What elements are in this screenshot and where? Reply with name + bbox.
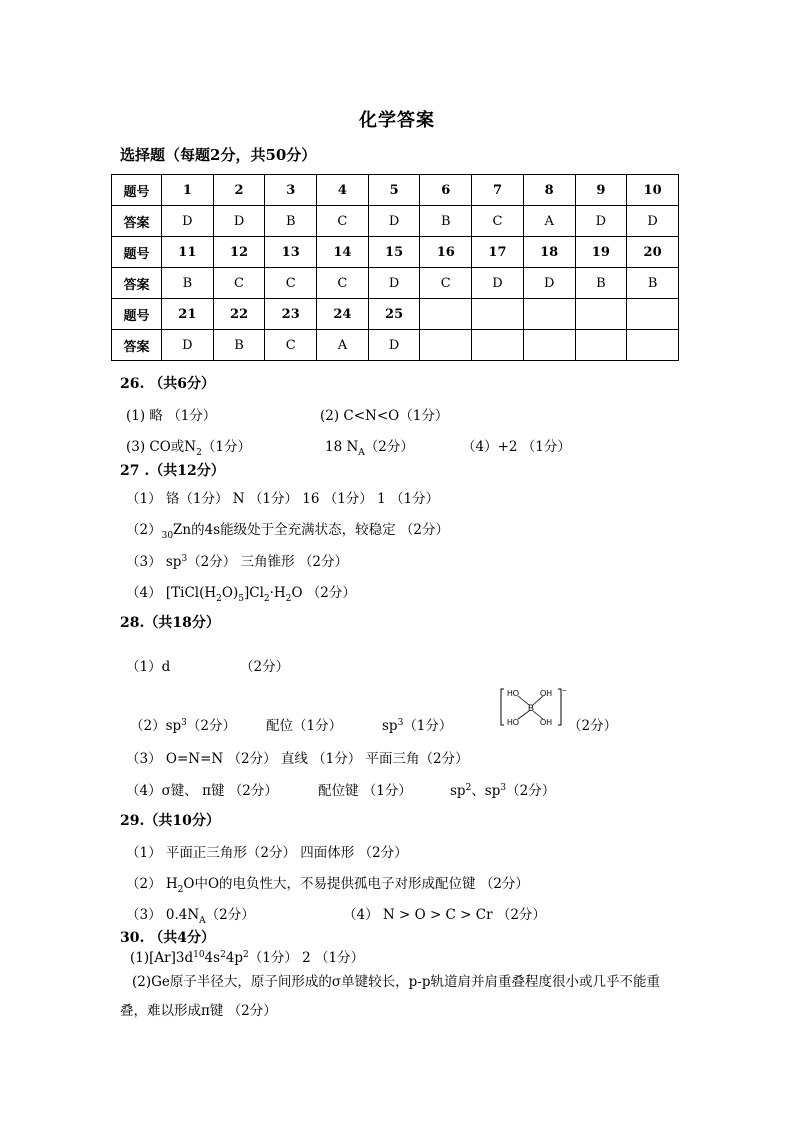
q28-line2c: sp3（1分） xyxy=(382,714,452,734)
structure-oh-bottom-right: OH xyxy=(540,718,552,727)
table-cell: 13 xyxy=(265,237,317,268)
table-cell: 16 xyxy=(420,237,472,268)
table-row xyxy=(112,299,679,330)
q28-text: sp xyxy=(450,783,466,799)
table-row xyxy=(112,330,679,361)
q27-line2: （2）30Zn的4s能级处于全充满状态，较稳定 （2分） xyxy=(126,518,449,538)
table-cell: 4 xyxy=(317,175,369,206)
q27-title: 27 .（共12分） xyxy=(120,463,225,479)
structure-charge: − xyxy=(562,686,567,695)
row-label: 题号 xyxy=(112,237,162,268)
q30-title: 30. （共4分） xyxy=(120,930,215,946)
table-cell xyxy=(627,330,679,361)
structure-boron: B xyxy=(528,703,535,713)
table-cell: 24 xyxy=(317,299,369,330)
table-cell: B xyxy=(213,330,265,361)
q27-text: O （2分） xyxy=(291,585,356,601)
table-cell: D xyxy=(162,206,214,237)
table-cell xyxy=(523,330,575,361)
q28-line2d: （2分） xyxy=(568,718,618,734)
structure-ho-top-left: HO xyxy=(507,689,519,698)
q26-line2b: 18 NA（2分） xyxy=(325,435,414,455)
table-cell xyxy=(523,299,575,330)
row-label: 题号 xyxy=(112,299,162,330)
table-cell: A xyxy=(317,330,369,361)
q29-text: （3） 0.4N xyxy=(126,907,200,923)
table-cell: B xyxy=(575,268,627,299)
q26-line2a: (3) CO或N2（1分） xyxy=(126,435,251,455)
q28-text: （2分） xyxy=(506,783,556,799)
row-label: 答案 xyxy=(112,330,162,361)
q26-text: 18 N xyxy=(325,439,359,455)
row-label: 答案 xyxy=(112,206,162,237)
boric-acid-ion-structure xyxy=(500,687,566,727)
q27-line1: （1） 铬（1分） N （1分） 16 （1分） 1 （1分） xyxy=(126,491,440,507)
q28-line1b: （2分） xyxy=(240,659,290,675)
table-cell xyxy=(575,299,627,330)
table-cell: 7 xyxy=(472,175,524,206)
table-cell: C xyxy=(317,206,369,237)
q30-text: 4p xyxy=(225,950,244,966)
table-cell: 17 xyxy=(472,237,524,268)
q29-line1: （1） 平面正三角形（2分） 四面体形 （2分） xyxy=(126,845,408,861)
table-row xyxy=(112,268,679,299)
structure-ho-bottom-left: HO xyxy=(507,718,519,727)
table-cell: C xyxy=(213,268,265,299)
table-cell: 9 xyxy=(575,175,627,206)
q27-line4: （4） [TiCl(H2O)5]Cl2·H2O （2分） xyxy=(126,581,356,601)
q27-text: （2分） 三角锥形 （2分） xyxy=(187,554,348,570)
q28-line4a: （4）σ键、 π键 （2分） xyxy=(126,783,278,799)
table-cell: C xyxy=(420,268,472,299)
q29-text: （2） H xyxy=(126,876,178,892)
table-cell: 2 xyxy=(213,175,265,206)
table-cell: 5 xyxy=(368,175,420,206)
q30-line2: (2)Ge原子半径大，原子间形成的σ单键较长，p-p轨道肩并肩重叠程度很小或几乎不能重叠，难以形成π键 （2分） xyxy=(120,974,660,1019)
table-cell xyxy=(420,299,472,330)
table-cell: 20 xyxy=(627,237,679,268)
q30-text: (1)[Ar]3d xyxy=(130,950,194,966)
table-cell: C xyxy=(317,268,369,299)
table-cell: 12 xyxy=(213,237,265,268)
q26-text: （2分） xyxy=(364,439,414,455)
table-cell: 23 xyxy=(265,299,317,330)
answer-table xyxy=(111,174,679,361)
table-cell xyxy=(627,299,679,330)
table-cell: 22 xyxy=(213,299,265,330)
q30-line1: (1)[Ar]3d104s24p2（1分） 2 （1分） xyxy=(130,946,364,966)
table-cell: 18 xyxy=(523,237,575,268)
table-cell: 15 xyxy=(368,237,420,268)
q28-text: （2）sp xyxy=(130,718,182,734)
q30-text: 4s xyxy=(204,950,221,966)
q27-text: ·H xyxy=(269,585,286,601)
q27-text: （2） xyxy=(126,522,162,538)
table-cell: C xyxy=(265,268,317,299)
table-cell: 8 xyxy=(523,175,575,206)
q28-text: 、sp xyxy=(471,783,501,799)
q28-line3: （3） O=N=N （2分） 直线 （1分） 平面三角（2分） xyxy=(126,751,469,767)
row-label: 答案 xyxy=(112,268,162,299)
q30-text: （1分） 2 （1分） xyxy=(248,950,365,966)
table-cell: D xyxy=(472,268,524,299)
table-cell: A xyxy=(523,206,575,237)
q28-text: sp xyxy=(382,718,398,734)
table-cell: 14 xyxy=(317,237,369,268)
q28-line1a: （1）d xyxy=(126,659,171,675)
table-cell: D xyxy=(575,206,627,237)
section-title: 选择题（每题2分，共50分） xyxy=(120,146,317,164)
q29-line4: （4） N > O > C > Cr （2分） xyxy=(343,907,546,923)
q29-line3: （3） 0.4NA（2分） xyxy=(126,903,255,923)
table-cell xyxy=(472,299,524,330)
table-cell: 1 xyxy=(162,175,214,206)
table-cell: B xyxy=(420,206,472,237)
q29-title: 29.（共10分） xyxy=(120,813,220,829)
table-cell: C xyxy=(472,206,524,237)
structure-oh-top-right: OH xyxy=(540,689,552,698)
table-cell: D xyxy=(368,268,420,299)
table-cell xyxy=(472,330,524,361)
q27-text: （4） [TiCl(H xyxy=(126,585,217,601)
q29-text: O中O的电负性大，不易提供孤电子对形成配位键 （2分） xyxy=(183,876,529,892)
q28-text: （2分） xyxy=(186,718,236,734)
table-cell: 21 xyxy=(162,299,214,330)
table-cell: 19 xyxy=(575,237,627,268)
table-cell: D xyxy=(627,206,679,237)
table-cell: 25 xyxy=(368,299,420,330)
table-row xyxy=(112,175,679,206)
table-cell: D xyxy=(368,330,420,361)
q27-line3: （3） sp3（2分） 三角锥形 （2分） xyxy=(126,550,348,570)
table-cell: 10 xyxy=(627,175,679,206)
table-row xyxy=(112,206,679,237)
q28-title: 28.（共18分） xyxy=(120,615,220,631)
q28-line2b: 配位（1分） xyxy=(266,718,343,734)
q26-title: 26. （共6分） xyxy=(120,376,215,392)
q26-text: (3) CO或N xyxy=(126,439,197,455)
q27-text: （3） sp xyxy=(126,554,182,570)
table-cell xyxy=(420,330,472,361)
table-cell xyxy=(575,330,627,361)
q26-line1a: (1) 略 （1分） xyxy=(126,408,217,424)
q27-text: Zn的4s能级处于全充满状态，较稳定 （2分） xyxy=(173,522,450,538)
q26-line1b: (2) C<N<O（1分） xyxy=(320,408,449,424)
q27-text: ]Cl xyxy=(243,585,264,601)
q28-line2a: （2）sp3（2分） xyxy=(130,714,236,734)
table-cell: 6 xyxy=(420,175,472,206)
q26-line2c: （4）+2 （1分） xyxy=(462,439,571,455)
table-cell: B xyxy=(265,206,317,237)
q28-text: （1分） xyxy=(403,718,453,734)
table-cell: D xyxy=(162,330,214,361)
q29-line2: （2） H2O中O的电负性大，不易提供孤电子对形成配位键 （2分） xyxy=(126,872,529,892)
table-cell: D xyxy=(523,268,575,299)
q28-line4b: 配位键 （1分） xyxy=(318,783,412,799)
q29-text: （2分） xyxy=(205,907,255,923)
table-cell: 11 xyxy=(162,237,214,268)
q26-text: （1分） xyxy=(201,439,251,455)
row-label: 题号 xyxy=(112,175,162,206)
q28-line4c: sp2、sp3（2分） xyxy=(450,779,555,799)
q27-text: O) xyxy=(221,585,239,601)
table-cell: D xyxy=(368,206,420,237)
page-title: 化学答案 xyxy=(359,110,435,131)
table-cell: D xyxy=(213,206,265,237)
table-cell: 3 xyxy=(265,175,317,206)
table-cell: C xyxy=(265,330,317,361)
table-row xyxy=(112,237,679,268)
table-cell: B xyxy=(627,268,679,299)
table-cell: B xyxy=(162,268,214,299)
